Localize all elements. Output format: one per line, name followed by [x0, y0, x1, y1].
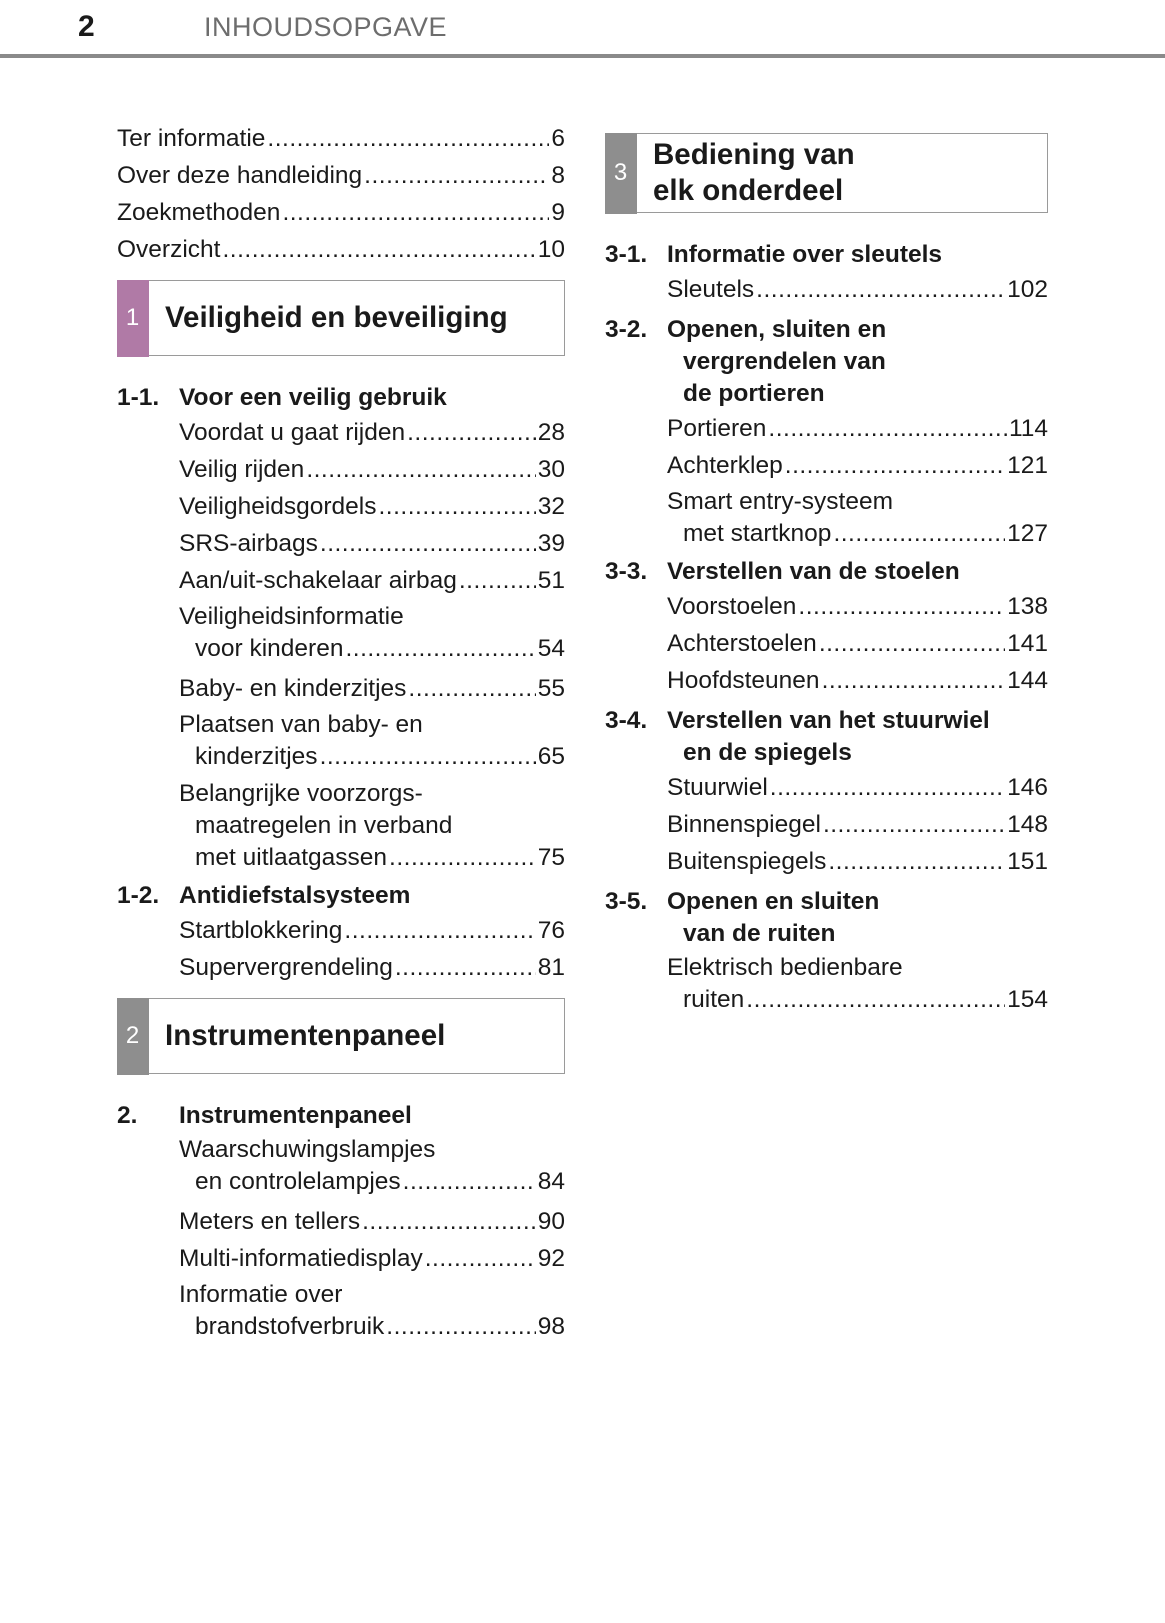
chapter-1-header[interactable]	[117, 280, 565, 356]
chapter-3-title	[653, 134, 855, 212]
chapter-2-title: Instrumentenpaneel	[165, 1019, 446, 1052]
section-number: 3-1.	[605, 241, 648, 268]
entry-label-line: Plaatsen van baby- en	[179, 711, 423, 738]
chapter-2-tab: 2	[117, 998, 149, 1075]
entry-label: Meters en tellers	[179, 1208, 361, 1235]
entry-page: 98	[537, 1313, 565, 1340]
entry-label: Over deze handleiding	[117, 162, 363, 189]
section-number: 3-5.	[605, 888, 648, 915]
toc-entry[interactable]	[179, 414, 565, 451]
toc-entry[interactable]	[179, 601, 565, 665]
chapter-3-title-line: Bediening van	[653, 138, 855, 171]
toc-entry[interactable]	[117, 231, 565, 268]
leader-dots	[785, 447, 1005, 484]
entry-page: 141	[1007, 630, 1048, 657]
entry-label: Voordat u gaat rijden	[179, 419, 406, 446]
section-title: Instrumentenpaneel	[179, 1102, 412, 1129]
leader-dots	[823, 806, 1005, 843]
toc-left-column	[117, 120, 565, 1348]
toc-entry[interactable]	[179, 525, 565, 562]
entry-page: 55	[537, 675, 565, 702]
entry-label: Ter informatie	[117, 125, 266, 152]
entry-page: 138	[1007, 593, 1048, 620]
toc-entry[interactable]	[667, 410, 1048, 447]
leader-dots	[746, 984, 1005, 1016]
leader-dots	[459, 562, 536, 599]
entry-page: 76	[537, 917, 565, 944]
entry-page: 39	[537, 530, 565, 557]
entry-page: 51	[537, 567, 565, 594]
entry-label: Sleutels	[667, 276, 755, 303]
leader-dots	[362, 1203, 536, 1240]
entry-label-line: kinderzitjes	[195, 743, 318, 770]
entry-page: 81	[537, 954, 565, 981]
section-3-3-heading[interactable]	[605, 556, 1048, 588]
entry-label: Overzicht	[117, 236, 221, 263]
leader-dots	[267, 120, 549, 157]
entry-label: Startblokkering	[179, 917, 343, 944]
toc-entry[interactable]	[179, 1279, 565, 1343]
section-title-line: Openen, sluiten en	[667, 316, 887, 343]
entry-page: 90	[537, 1208, 565, 1235]
entry-label-line: maatregelen in verband	[195, 812, 453, 839]
section-title: Antidiefstalsysteem	[179, 882, 411, 909]
toc-entry[interactable]	[179, 451, 565, 488]
section-title	[667, 705, 1048, 769]
entry-label: Veilig rijden	[179, 456, 305, 483]
section-number: 2.	[117, 1102, 138, 1129]
chapter-3-tab: 3	[605, 133, 637, 214]
leader-dots	[819, 625, 1005, 662]
toc-entry[interactable]	[179, 488, 565, 525]
leader-dots	[320, 741, 536, 773]
entry-label-line: Belangrijke voorzorgs-	[179, 780, 423, 807]
section-1-1-heading[interactable]	[117, 382, 565, 414]
leader-dots	[379, 488, 536, 525]
toc-entry[interactable]	[179, 912, 565, 949]
section-number: 1-1.	[117, 384, 160, 411]
toc-entry[interactable]	[179, 562, 565, 599]
section-3-2-heading[interactable]	[605, 314, 1048, 410]
toc-entry[interactable]	[667, 588, 1048, 625]
entry-label-line: voor kinderen	[195, 635, 344, 662]
toc-entry[interactable]	[667, 271, 1048, 308]
entry-label-line: en controlelampjes	[195, 1168, 401, 1195]
section-number: 1-2.	[117, 882, 160, 909]
entry-page: 28	[537, 419, 565, 446]
entry-label: Aan/uit-schakelaar airbag	[179, 567, 457, 594]
entry-label-line: Informatie over	[179, 1281, 343, 1308]
entry-page: 148	[1007, 811, 1048, 838]
toc-entry[interactable]	[117, 157, 565, 194]
entry-label-line: Elektrisch bedienbare	[667, 954, 903, 981]
section-3-4-heading[interactable]	[605, 705, 1048, 769]
toc-entry[interactable]	[667, 486, 1048, 550]
entry-label: Stuurwiel	[667, 774, 768, 801]
leader-dots	[770, 769, 1005, 806]
leader-dots	[408, 670, 535, 707]
entry-page: 6	[551, 125, 565, 152]
section-number: 3-4.	[605, 707, 648, 734]
entry-page: 75	[537, 844, 565, 871]
leader-dots	[306, 451, 535, 488]
entry-label-line: met uitlaatgassen	[195, 844, 388, 871]
leader-dots	[395, 949, 536, 986]
entry-label-line: Smart entry-systeem	[667, 488, 893, 515]
toc-right-column	[605, 133, 1048, 1021]
toc-entry[interactable]	[179, 949, 565, 986]
toc-entry[interactable]	[667, 952, 1048, 1016]
leader-dots	[798, 588, 1005, 625]
leader-dots	[386, 1311, 535, 1343]
entry-page: 151	[1007, 848, 1048, 875]
section-title	[667, 886, 1048, 950]
entry-label: Binnenspiegel	[667, 811, 821, 838]
section-title-line: Verstellen van het stuurwiel	[667, 707, 990, 734]
entry-label-line: Veiligheidsinformatie	[179, 603, 404, 630]
leader-dots	[345, 633, 535, 665]
toc-entry[interactable]	[179, 1203, 565, 1240]
toc-entry[interactable]	[179, 709, 565, 773]
leader-dots	[822, 662, 1006, 699]
section-number: 3-3.	[605, 558, 648, 585]
entry-label-line: ruiten	[683, 986, 745, 1013]
toc-entry[interactable]	[667, 662, 1048, 699]
entry-label: Zoekmethoden	[117, 199, 281, 226]
section-3-1-heading[interactable]	[605, 239, 1048, 271]
leader-dots	[320, 525, 536, 562]
entry-label-line: Waarschuwingslampjes	[179, 1136, 436, 1163]
entry-page: 65	[537, 743, 565, 770]
section-2-heading[interactable]	[117, 1100, 565, 1132]
section-title: Verstellen van de stoelen	[667, 558, 960, 585]
entry-page: 10	[537, 236, 565, 263]
toc-entry[interactable]	[667, 843, 1048, 880]
entry-label: Veiligheidsgordels	[179, 493, 377, 520]
section-title: Informatie over sleutels	[667, 241, 943, 268]
leader-dots	[407, 414, 536, 451]
entry-label: Baby- en kinderzitjes	[179, 675, 407, 702]
toc-entry[interactable]	[667, 769, 1048, 806]
entry-label: Achterklep	[667, 452, 783, 479]
entry-label: Buitenspiegels	[667, 848, 827, 875]
leader-dots	[756, 271, 1005, 308]
section-3-5-heading[interactable]	[605, 886, 1048, 950]
leader-dots	[425, 1240, 536, 1277]
entry-page: 30	[537, 456, 565, 483]
chapter-1-title: Veiligheid en beveiliging	[165, 301, 508, 334]
section-title	[667, 314, 1048, 410]
leader-dots	[403, 1166, 536, 1198]
section-title-line: Openen en sluiten	[667, 888, 880, 915]
entry-page: 127	[1007, 520, 1048, 547]
entry-page: 121	[1007, 452, 1048, 479]
entry-label: Achterstoelen	[667, 630, 817, 657]
toc-entry[interactable]	[179, 1240, 565, 1277]
toc-entry[interactable]	[117, 120, 565, 157]
entry-page: 154	[1007, 986, 1048, 1013]
leader-dots	[364, 157, 549, 194]
toc-entry[interactable]	[667, 447, 1048, 484]
entry-page: 32	[537, 493, 565, 520]
toc-entry[interactable]	[667, 625, 1048, 662]
section-number: 3-2.	[605, 316, 648, 343]
entry-page: 146	[1007, 774, 1048, 801]
chapter-3-title-line: elk onderdeel	[653, 174, 844, 207]
toc-entry[interactable]	[179, 670, 565, 707]
entry-page: 54	[537, 635, 565, 662]
entry-page: 102	[1007, 276, 1048, 303]
entry-label: Hoofdsteunen	[667, 667, 820, 694]
entry-page: 114	[1008, 415, 1048, 442]
entry-page: 8	[551, 162, 565, 189]
chapter-2-header[interactable]	[117, 998, 565, 1074]
entry-label: SRS-airbags	[179, 530, 318, 557]
section-title-line: van de ruiten	[683, 920, 836, 947]
leader-dots	[222, 231, 535, 268]
chapter-1-tab: 1	[117, 280, 149, 357]
entry-label: Supervergrendeling	[179, 954, 393, 981]
leader-dots	[282, 194, 549, 231]
page-title: INHOUDSOPGAVE	[204, 12, 448, 42]
section-title-line: vergrendelen van	[683, 348, 886, 375]
entry-label: Voorstoelen	[667, 593, 797, 620]
leader-dots	[389, 842, 536, 874]
leader-dots	[833, 518, 1005, 550]
toc-entry[interactable]	[117, 194, 565, 231]
entry-label: Portieren	[667, 415, 767, 442]
section-title: Voor een veilig gebruik	[179, 384, 447, 411]
toc-entry[interactable]	[179, 1134, 565, 1198]
leader-dots	[344, 912, 535, 949]
section-title-line: de portieren	[683, 380, 825, 407]
entry-page: 9	[551, 199, 565, 226]
entry-page: 144	[1007, 667, 1048, 694]
header-rule	[0, 54, 1165, 58]
section-1-2-heading[interactable]	[117, 880, 565, 912]
page-header	[0, 0, 1165, 60]
toc-entry[interactable]	[179, 778, 565, 874]
page-number: 2	[78, 10, 95, 43]
section-title-line: en de spiegels	[683, 739, 852, 766]
entry-page: 84	[537, 1168, 565, 1195]
entry-label: Multi-informatiedisplay	[179, 1245, 423, 1272]
entry-label-line: met startknop	[683, 520, 832, 547]
entry-label-line: brandstofverbruik	[195, 1313, 385, 1340]
leader-dots	[828, 843, 1005, 880]
entry-page: 92	[537, 1245, 565, 1272]
toc-entry[interactable]	[667, 806, 1048, 843]
chapter-3-header[interactable]	[605, 133, 1048, 213]
leader-dots	[768, 410, 1007, 447]
